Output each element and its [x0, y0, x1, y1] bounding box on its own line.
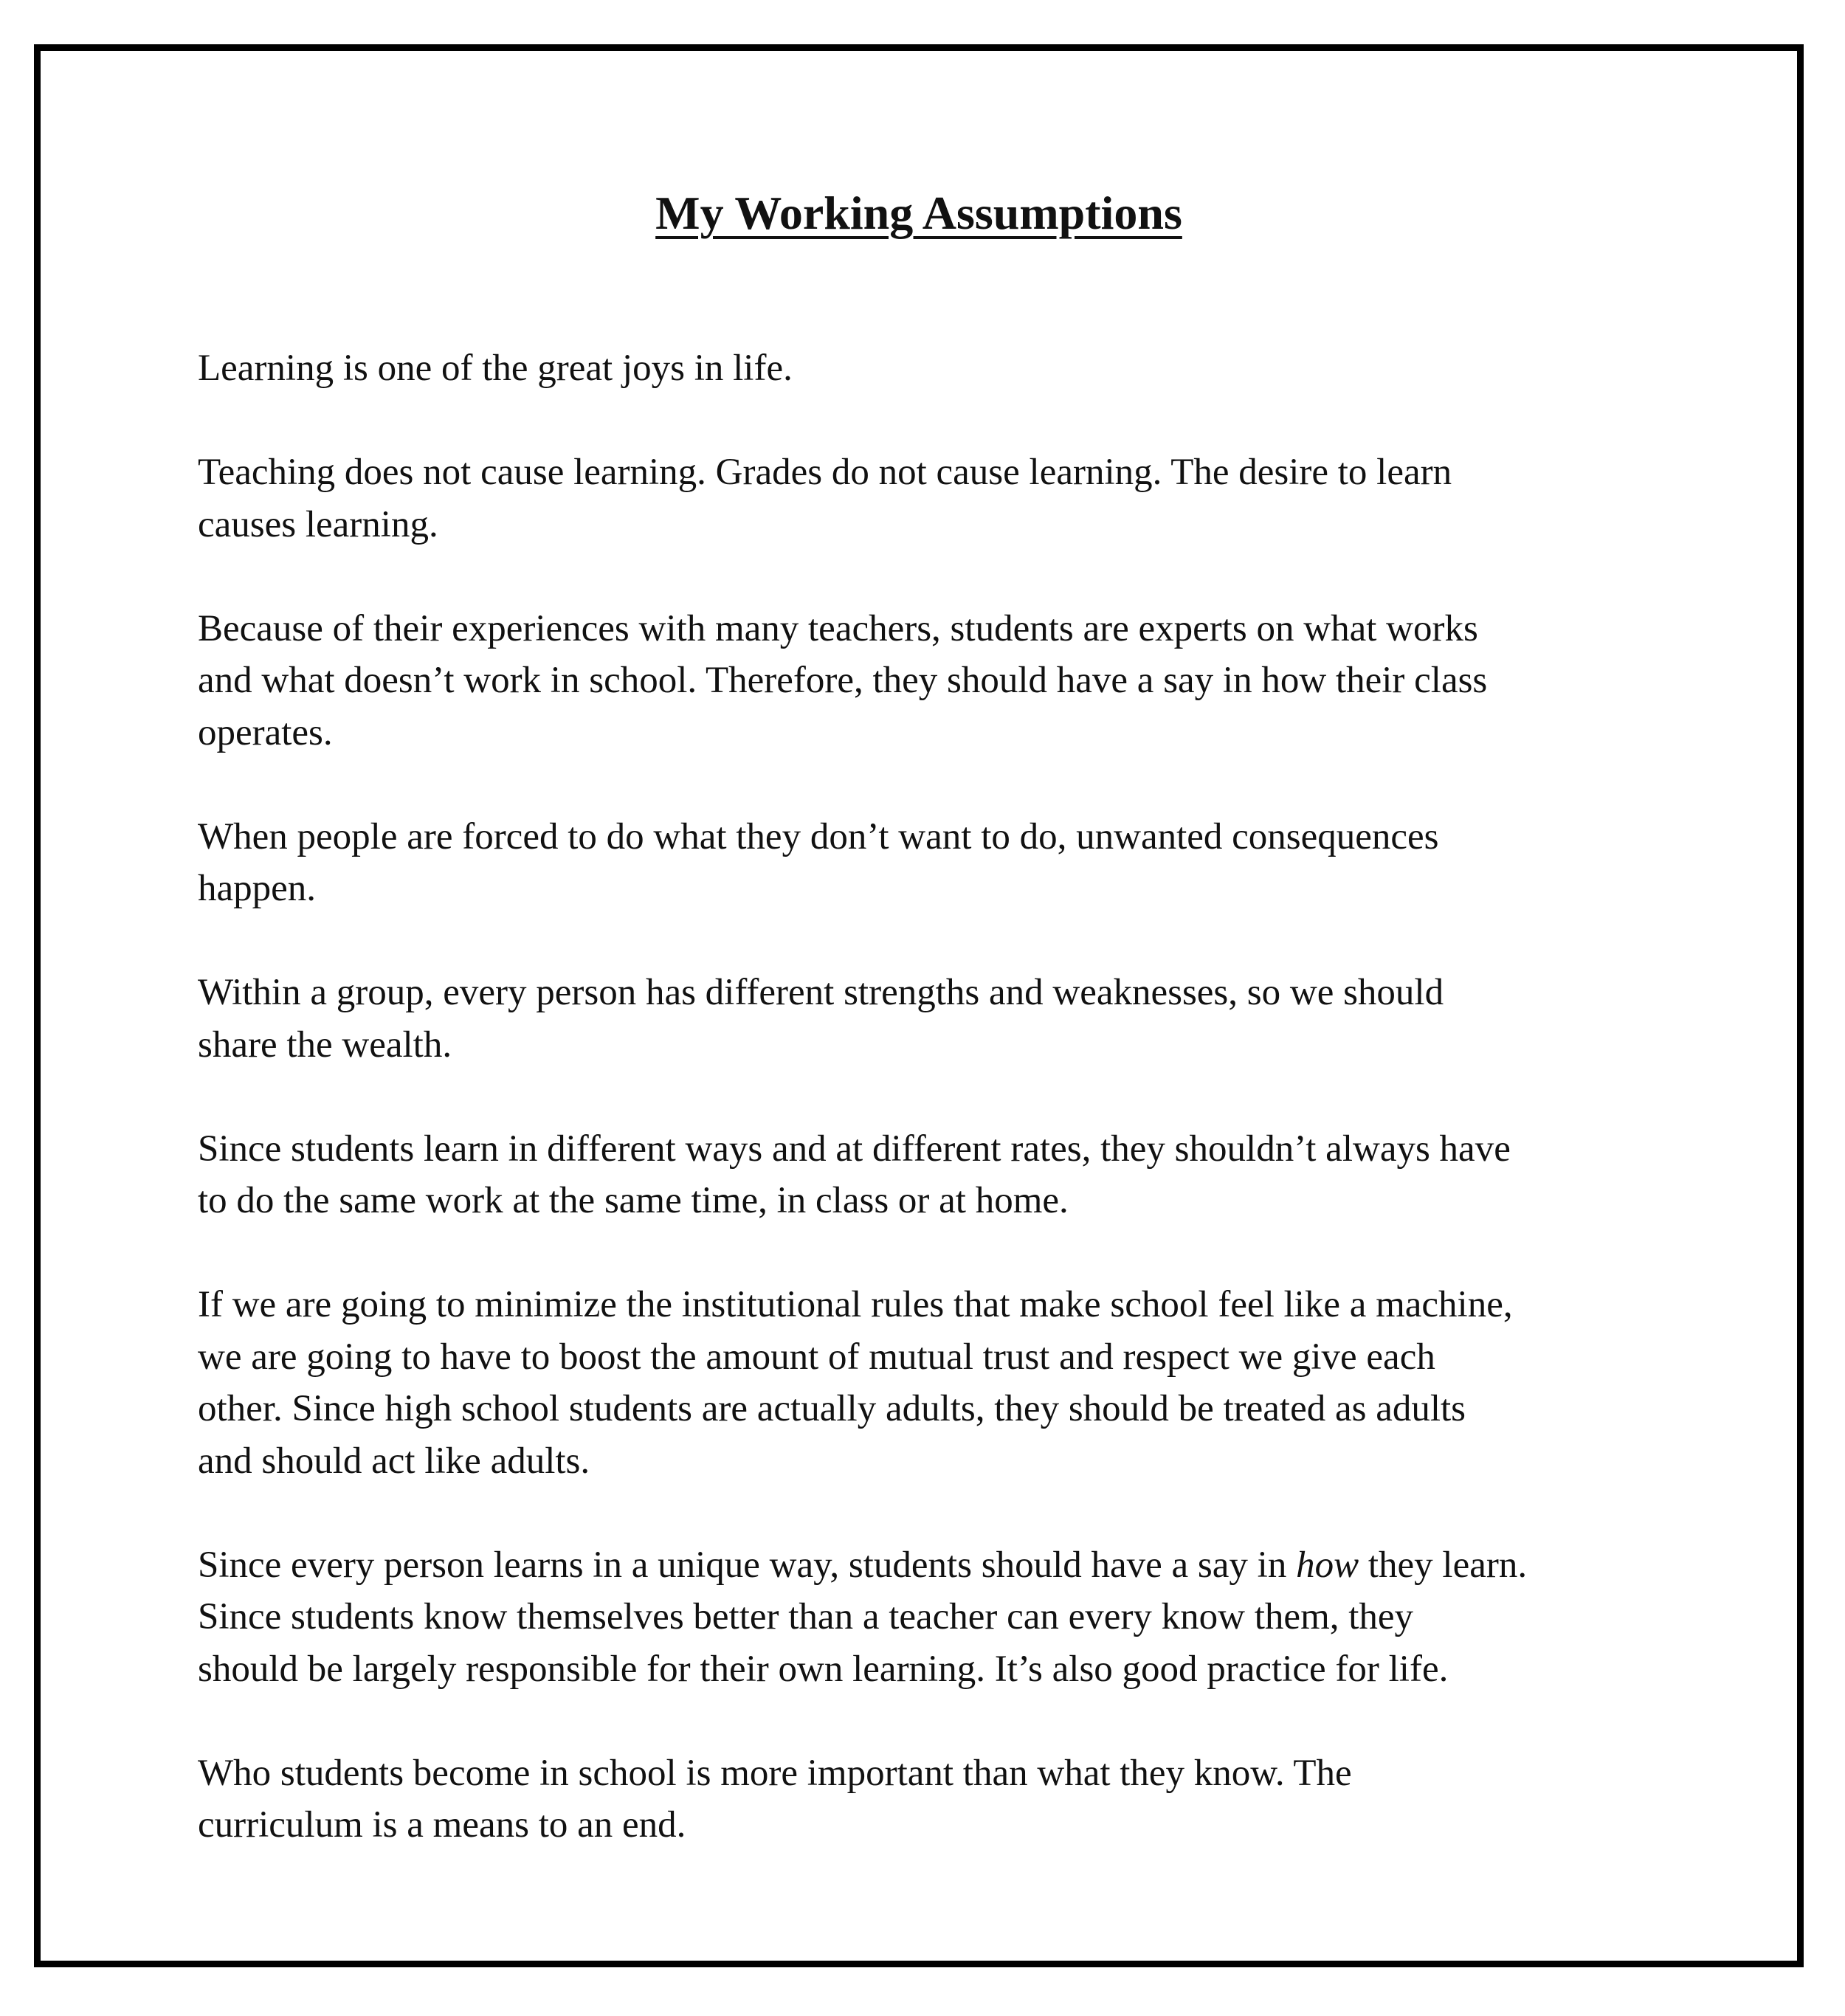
paragraph-students-experts: Because of their experiences with many teachers, students are experts on what works and what doesn’t work in school. Therefore, they should have a say in how their class operates.	[198, 607, 1488, 753]
paragraph-who-students-become: Who students become in school is more important than what they know. The curriculum is a means to an end.	[198, 1752, 1352, 1846]
paragraph-mutual-trust: If we are going to minimize the institutional rules that make school feel like a machine, we are going to have to boost the amount of mutual trust and respect we give each other. Since high school students are actually adults, they should be treated as adults and should act like adults.	[198, 1284, 1513, 1482]
emphasis-how: how	[1296, 1544, 1359, 1586]
paragraph-share-wealth: Within a group, every person has different strengths and weaknesses, so we should share the wealth.	[198, 972, 1444, 1066]
assumptions-list	[198, 342, 1762, 1851]
page-title: My Working Assumptions	[655, 187, 1182, 239]
paragraph-unique-learning-part1: Since every person learns in a unique way, students should have a say in	[198, 1544, 1297, 1586]
page-border	[34, 44, 1804, 1967]
paragraph-unique-learning-part2: they learn. Since students know themselves better than a teacher can every know them, they should be largely responsible for their own learning. It’s also good practice for life.	[198, 1544, 1528, 1690]
paragraph-unique-learning	[198, 1539, 1762, 1696]
paragraph-different-rates: Since students learn in different ways and at different rates, they shouldn’t always have to do the same work at the same time, in class or at home.	[198, 1128, 1511, 1221]
paragraph-desire-to-learn: Teaching does not cause learning. Grades do not cause learning. The desire to learn causes learning.	[198, 452, 1452, 545]
paragraph-forced-consequences: When people are forced to do what they don’t want to do, unwanted consequences happen.	[198, 815, 1439, 909]
paragraph-learning-joy: Learning is one of the great joys in life.	[198, 348, 793, 389]
